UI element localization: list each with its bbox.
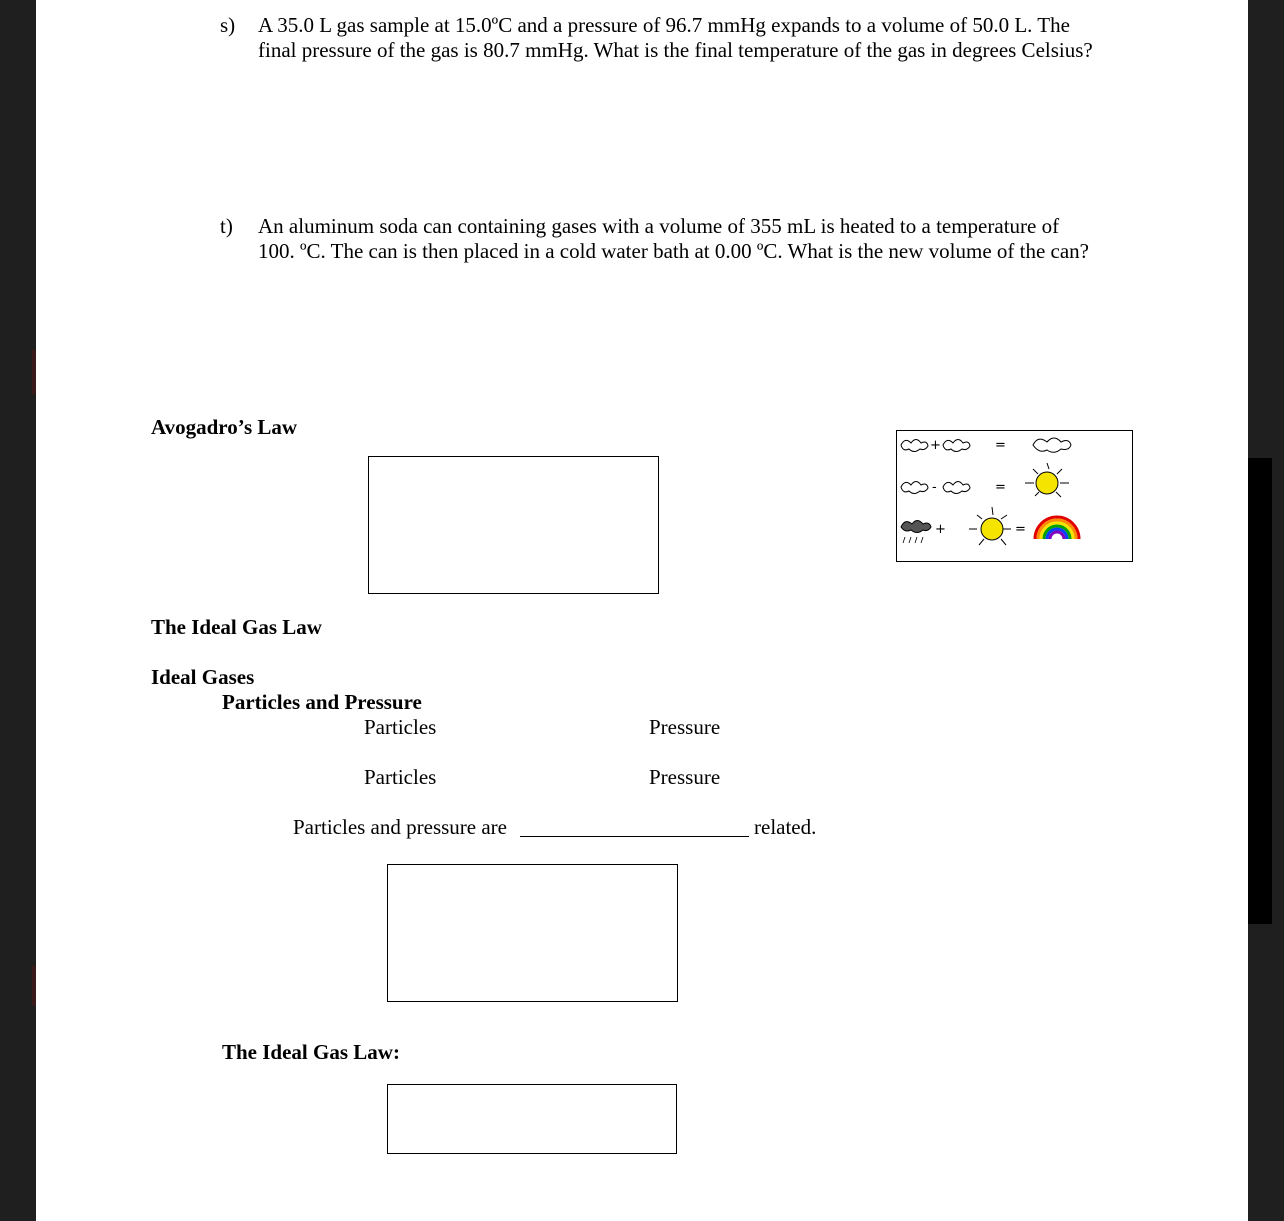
weather-equation-icon (896, 430, 1133, 562)
question-t-line1: An aluminum soda can containing gases with a volume of 355 mL is heated to a temperature of (258, 214, 1060, 238)
svg-text:+: + (935, 522, 946, 537)
svg-text:=: = (995, 438, 1006, 453)
particles-pressure-answer-box[interactable] (387, 864, 678, 1002)
avogadro-answer-box[interactable] (368, 456, 659, 594)
relation-prefix: Particles and pressure are (293, 815, 507, 839)
svg-text:=: = (1015, 522, 1026, 537)
ideal-gas-law-heading: The Ideal Gas Law (151, 615, 322, 639)
relation-blank[interactable] (520, 836, 749, 837)
right-edge-strip (1248, 458, 1272, 924)
svg-text:=: = (995, 480, 1006, 495)
avogadro-heading: Avogadro’s Law (151, 415, 298, 439)
question-t-label: t) (220, 214, 233, 238)
row1-particles-label: Particles (364, 715, 437, 739)
row1-pressure-label: Pressure (649, 715, 721, 739)
svg-text:+: + (930, 438, 941, 453)
row2-pressure-label: Pressure (649, 765, 721, 789)
question-s-line2: final pressure of the gas is 80.7 mmHg. What is the final temperature of the gas in degrees Celsius? (258, 38, 1093, 62)
particles-pressure-subheading: Particles and Pressure (222, 690, 422, 714)
relation-suffix: related. (754, 815, 817, 839)
ideal-gas-law-answer-box[interactable] (387, 1084, 677, 1154)
ideal-gas-law-label: The Ideal Gas Law: (222, 1040, 400, 1064)
row2-particles-label: Particles (364, 765, 437, 789)
ideal-gases-heading: Ideal Gases (151, 665, 255, 689)
worksheet-page (36, 0, 1248, 1221)
question-s-line1: A 35.0 L gas sample at 15.0ºC and a pressure of 96.7 mmHg expands to a volume of 50.0 L. The (258, 13, 1070, 37)
question-t-line2: 100. ºC. The can is then placed in a cold water bath at 0.00 ºC. What is the new volume of the can? (258, 239, 1090, 263)
question-s-label: s) (220, 13, 236, 37)
svg-text:-: - (932, 480, 937, 495)
